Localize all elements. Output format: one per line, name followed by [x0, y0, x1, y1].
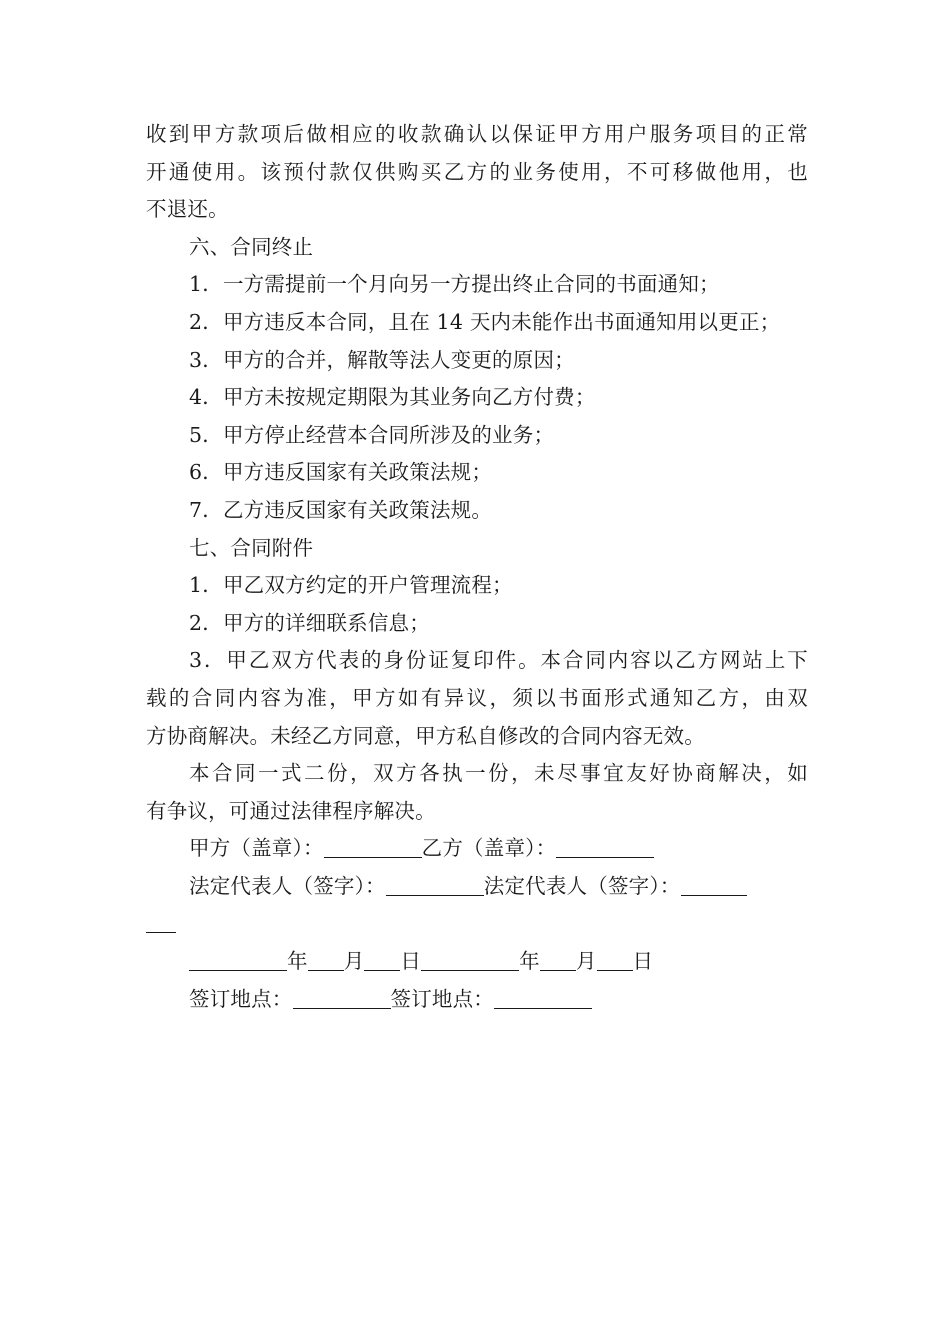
- seal-row: [146, 830, 808, 868]
- list-item-line: 3．甲乙双方代表的身份证复印件。本合同内容以乙方网站上下: [189, 648, 808, 673]
- place-row: [146, 981, 808, 1019]
- date-row: [146, 943, 808, 981]
- party-b-seal-label: 乙方（盖章）：: [421, 836, 557, 861]
- list-item-line: 载的合同内容为准，甲方如有异议，须以书面形式通知乙方，由双: [146, 685, 808, 710]
- day-label: 日: [400, 949, 422, 974]
- list-item: 4．甲方未按规定期限为其业务向乙方付费；: [189, 385, 596, 410]
- closing-paragraph: [146, 755, 808, 830]
- list-item: 2．甲方的详细联系信息；: [189, 610, 430, 635]
- place-a-blank[interactable]: [293, 986, 391, 1009]
- list-item: 7．乙方违反国家有关政策法规。: [189, 497, 493, 522]
- month-label: 月: [343, 949, 365, 974]
- place-b-label: 签订地点：: [390, 986, 494, 1011]
- section-heading: 七、合同附件: [189, 535, 314, 560]
- party-a-rep-label: 法定代表人（签字）：: [189, 873, 386, 898]
- party-a-seal-label: 甲方（盖章）：: [189, 836, 324, 861]
- list-item: 3．甲方的合并，解散等法人变更的原因；: [189, 347, 575, 372]
- text-line: 本合同一式二份，双方各执一份，未尽事宜友好协商解决，如: [189, 761, 808, 786]
- year-label: 年: [287, 949, 308, 974]
- party-b-rep-label: 法定代表人（签字）：: [483, 873, 681, 898]
- party-b-seal-blank[interactable]: [556, 835, 654, 858]
- party-a-year-blank[interactable]: [189, 948, 287, 971]
- representative-row-wrap: [146, 905, 808, 943]
- signature-block: [146, 830, 808, 1018]
- contract-page: [146, 116, 808, 1018]
- section-heading: 六、合同终止: [189, 234, 314, 259]
- list-item-line: 方协商解决。未经乙方同意，甲方私自修改的合同内容无效。: [146, 723, 705, 748]
- place-a-label: 签订地点：: [189, 986, 293, 1011]
- list-item: 2．甲方违反本合同，且在 14 天内未能作出书面通知用以更正；: [189, 309, 781, 334]
- year-label: 年: [519, 949, 540, 974]
- party-b-rep-blank-continued[interactable]: [146, 910, 176, 933]
- text-line: 有争议，可通过法律程序解决。: [146, 798, 436, 823]
- party-a-month-blank[interactable]: [308, 948, 344, 971]
- day-label: 日: [632, 949, 654, 974]
- party-b-rep-blank[interactable]: [681, 873, 747, 896]
- party-b-month-blank[interactable]: [540, 948, 576, 971]
- list-item: 1．甲乙双方约定的开户管理流程；: [189, 573, 513, 598]
- month-label: 月: [575, 949, 597, 974]
- list-item: 1．一方需提前一个月向另一方提出终止合同的书面通知；: [189, 272, 720, 297]
- text-line: 开通使用。该预付款仅供购买乙方的业务使用，不可移做他用，也: [146, 159, 808, 184]
- section-termination: [146, 229, 808, 530]
- section-attachments: [146, 530, 808, 756]
- party-a-rep-blank[interactable]: [386, 873, 484, 896]
- text-line: 收到甲方款项后做相应的收款确认以保证甲方用户服务项目的正常: [146, 122, 808, 146]
- list-item: 5．甲方停止经营本合同所涉及的业务；: [189, 422, 555, 447]
- representative-row: [146, 868, 808, 906]
- prepay-paragraph: [146, 116, 808, 229]
- place-b-blank[interactable]: [494, 986, 592, 1009]
- list-item: 6．甲方违反国家有关政策法规；: [189, 460, 493, 485]
- text-line: 不退还。: [146, 197, 229, 222]
- party-a-seal-blank[interactable]: [324, 835, 422, 858]
- party-a-day-blank[interactable]: [364, 948, 400, 971]
- party-b-day-blank[interactable]: [597, 948, 633, 971]
- party-b-year-blank[interactable]: [421, 948, 519, 971]
